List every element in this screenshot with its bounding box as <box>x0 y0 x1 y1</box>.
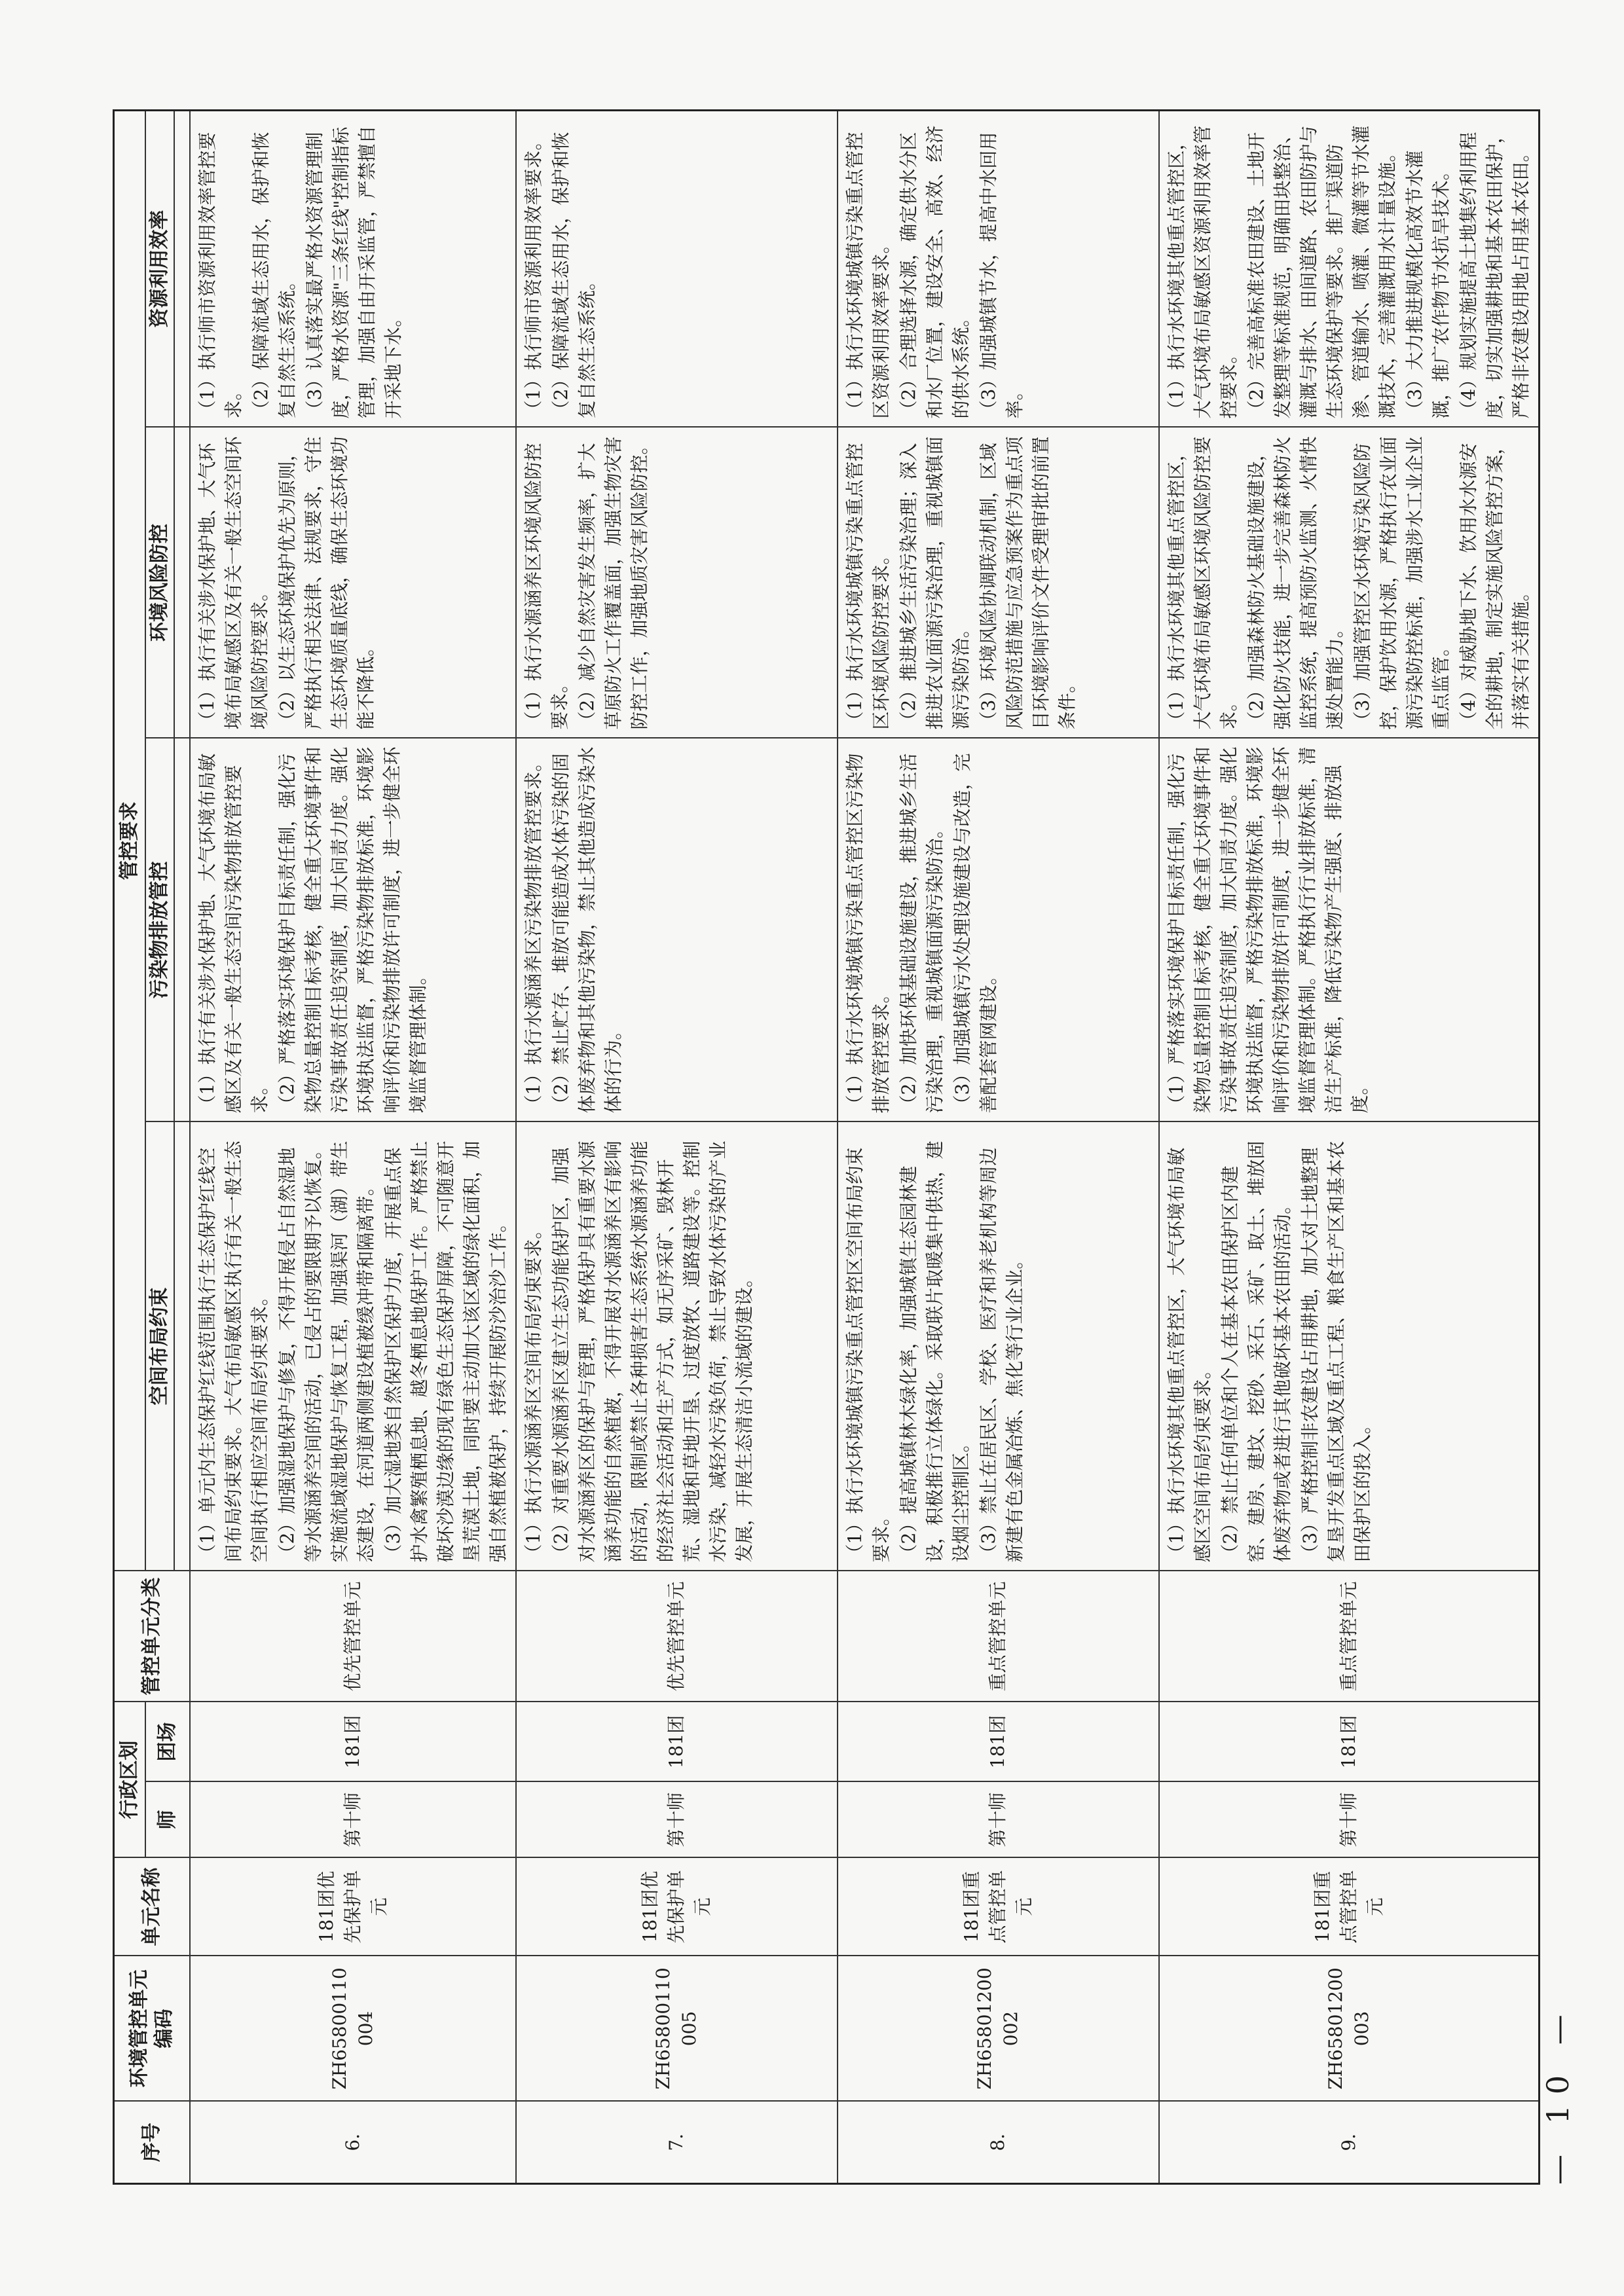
cell-unit-name: 181团重点管控单元 <box>838 1858 1159 1956</box>
pollution-paragraph: （1）严格落实环境保护目标责任制，强化污染物总量控制目标考核，健全重大环境事件和污染事故责任追究制度，加大问责力度。强化环境执法监督，严格污染物排放标准，环境影响评价和污染物排放许可制度，进一步健全环境监督管理体制。严格执行行业排放标准，清洁生产标准，降低污染物产生强度、排放强度。 <box>1165 746 1371 1114</box>
cell-category: 重点管控单元 <box>1159 1571 1540 1702</box>
table-header <box>114 111 190 2184</box>
pollution-paragraph: （1）执行有关涉水保护地、大气环境布局敏感区及有关一般生态空间污染物排放管控要求。 <box>196 753 270 1114</box>
col-header-admin: 行政区划 <box>114 1702 145 1858</box>
cell-regiment: 181团 <box>1159 1702 1540 1782</box>
risk-paragraph: （3）加强管控区水环境污染风险防控，保护饮用水源，严格执行农业面源污染防控标准，加强涉水工业企业重点监管。 <box>1351 436 1452 730</box>
cell-category: 优先管控单元 <box>190 1571 516 1702</box>
spatial-paragraph: （3）严格控制非农建设占用耕地，加大对土地整理复垦开发重点区域及重点工程、粮食生产区和基本农田保护区的投入。 <box>1299 1140 1373 1563</box>
spatial-paragraph: （2）对重要水源涵养区建立生态功能保护区，加强对水源涵养区的保护与管理，严格保护具有重要水源涵养功能的自然植被，不得开展对水源涵养区有影响的活动，限制或禁止各种损害生态系统水源涵养功能的经济社会活动和生产方式，如无序采矿、毁林开荒、湿地和草地开垦、过度放牧、道路建设等。控制水污染，减轻水污染负荷，禁止导致水体污染的产业发展，开展生态清洁小流域的建设。 <box>549 1140 755 1563</box>
cell-pollution <box>1159 738 1540 1122</box>
cell-resource <box>838 111 1159 428</box>
cell-unit-name: 181团优先保护单元 <box>190 1858 516 1956</box>
resource-paragraph: （3）加强城镇节水，提高中水回用率。 <box>977 132 1025 419</box>
cell-unit-code: ZH65801200003 <box>1159 1956 1540 2102</box>
col-header-risk: 环境风险防控 <box>145 428 174 738</box>
cell-regiment: 181团 <box>516 1702 838 1782</box>
cell-risk <box>190 428 516 738</box>
table-row <box>838 111 1159 2184</box>
page-number: — 10 — <box>1540 2004 1576 2185</box>
spatial-paragraph: （1）执行水环境其他重点管控区，大气环境布局敏感区空间布局约束要求。 <box>1165 1147 1213 1563</box>
pollution-paragraph: （1）执行水源涵养区污染物排放管控要求。 <box>522 753 544 1114</box>
cell-seq: 8. <box>838 2102 1159 2184</box>
cell-spatial <box>516 1122 838 1571</box>
cell-division: 第十师 <box>516 1782 838 1858</box>
table-row <box>516 111 838 2184</box>
risk-paragraph: （1）执行水源涵养区环境风险防控要求。 <box>522 443 570 730</box>
resource-paragraph: （4）规划实施提高土地集约利用程度，切实加强耕地和基本农田保护，严格非农建设用地占用基本农田。 <box>1457 125 1532 419</box>
table-row <box>1159 111 1540 2184</box>
risk-paragraph: （1）执行有关涉水保护地、大气环境布局敏感区及有关一般生态空间环境风险防控要求。 <box>196 436 270 730</box>
spatial-paragraph: （1）执行水源涵养区空间布局约束要求。 <box>522 1220 544 1563</box>
resource-paragraph: （1）执行师市资源利用效率要求。 <box>522 132 544 419</box>
col-header-code: 环境管控单元编码 <box>114 1956 190 2102</box>
resource-paragraph: （3）大力推进规模化高效节水灌溉，推广农作物节水抗旱技术。 <box>1403 150 1452 419</box>
cell-category: 重点管控单元 <box>838 1571 1159 1702</box>
cell-spatial <box>1159 1122 1540 1571</box>
cell-spatial <box>190 1122 516 1571</box>
cell-risk <box>516 428 838 738</box>
cell-seq: 6. <box>190 2102 516 2184</box>
risk-paragraph: （3）环境风险协调联动机制，区域风险防范措施与应急预案作为重点项目环境影响评价文件受理审批的前置条件。 <box>977 436 1078 730</box>
col-header-requirements: 管控要求 <box>114 111 145 1571</box>
cell-unit-code: ZH65800110004 <box>190 1956 516 2102</box>
cell-unit-name: 181团重点管控单元 <box>1159 1858 1540 1956</box>
col-header-regiment: 团场 <box>145 1702 190 1782</box>
col-header-pollution: 污染物排放管控 <box>145 738 174 1122</box>
cell-unit-code: ZH65801200002 <box>838 1956 1159 2102</box>
col-header-category: 管控单元分类 <box>114 1571 190 1702</box>
risk-paragraph: （2）以生态环境保护优先为原则，严格执行相关法律、法规要求，守住生态环境质量底线，确保生态环境功能不降低。 <box>276 436 377 730</box>
pollution-paragraph: （2）严格落实环境保护目标责任制，强化污染物总量控制目标考核，健全重大环境事件和污染事故责任追究制度，加大问责力度。强化环境执法监督，严格污染物排放标准，环境影响评价和污染物排放许可制度，进一步健全环境监督管理体制。 <box>276 746 429 1114</box>
spatial-paragraph: （3）禁止在居民区、学校、医疗和养老机构等周边新建有色金属冶炼、焦化等行业企业。 <box>977 1147 1025 1563</box>
col-header-resource: 资源利用效率 <box>145 111 174 428</box>
pollution-paragraph: （3）加强城镇污水处理设施建设与改造，完善配套管网建设。 <box>951 753 999 1114</box>
pollution-paragraph: （2）禁止贮存、堆放可能造成水体污染的固体废弃物和其他污染物，禁止其他造成污染水体的行为。 <box>549 746 624 1114</box>
cell-pollution <box>838 738 1159 1122</box>
header-spacer <box>174 111 190 428</box>
spatial-paragraph: （1）单元内生态保护红线范围执行生态保护红线空间布局约束要求。大气布局敏感区执行有关一般生态空间执行相应空间布局约束要求。 <box>196 1140 270 1563</box>
spatial-paragraph: （2）提高城镇林木绿化率，加强城镇生态园林建设，积极推行立体绿化。采取联片取暖集中供热，建设烟尘控制区。 <box>897 1140 972 1563</box>
pollution-paragraph: （2）加快环保基础设施建设，推进城乡生活污染治理，重视城镇面源污染防治。 <box>897 753 946 1114</box>
cell-division: 第十师 <box>1159 1782 1540 1858</box>
cell-regiment: 181团 <box>190 1702 516 1782</box>
cell-spatial <box>838 1122 1159 1571</box>
resource-paragraph: （2）保障流域生态用水，保护和恢复自然生态系统。 <box>249 132 298 419</box>
cell-pollution <box>190 738 516 1122</box>
cell-resource <box>190 111 516 428</box>
header-spacer <box>174 1122 190 1571</box>
spatial-paragraph: （1）执行水环境城镇污染重点管控区空间布局约束要求。 <box>843 1147 892 1563</box>
col-header-division: 师 <box>145 1782 190 1858</box>
col-header-seq: 序号 <box>114 2102 190 2184</box>
cell-pollution <box>516 738 838 1122</box>
resource-paragraph: （2）保障流域生态用水，保护和恢复自然生态系统。 <box>549 132 598 419</box>
risk-paragraph: （2）推进城乡生活污染治理；深入推进农业面源污染治理，重视城镇面源污染防治。 <box>897 436 972 730</box>
risk-paragraph: （1）执行水环境其他重点管控区，大气环境布局敏感区环境风险防控要求。 <box>1165 436 1240 730</box>
col-header-spatial: 空间布局约束 <box>145 1122 174 1571</box>
cell-unit-name: 181团优先保护单元 <box>516 1858 838 1956</box>
header-spacer <box>174 428 190 738</box>
cell-regiment: 181团 <box>838 1702 1159 1782</box>
risk-paragraph: （1）执行水环境城镇污染重点管控区环境风险防控要求。 <box>843 443 892 730</box>
table-row <box>190 111 516 2184</box>
cell-category: 优先管控单元 <box>516 1571 838 1702</box>
cell-resource <box>516 111 838 428</box>
spatial-paragraph: （2）禁止任何单位和个人在基本农田保护区内建窑、建房、建坟、挖砂、采石、采矿、取土、堆放固体废弃物或者进行其他破坏基本农田的活动。 <box>1219 1140 1293 1563</box>
cell-division: 第十师 <box>838 1782 1159 1858</box>
risk-paragraph: （2）减少自然灾害发生频率，扩大草原防火工作覆盖面，加强生物灾害防控工作，加强地质灾害风险防控。 <box>576 436 650 730</box>
cell-division: 第十师 <box>190 1782 516 1858</box>
col-header-name: 单元名称 <box>114 1858 190 1956</box>
resource-paragraph: （1）执行师市资源利用效率管控要求。 <box>196 132 244 419</box>
risk-paragraph: （4）对威胁地下水、饮用水水源安全的耕地，制定实施风险管控方案，并落实有关措施。 <box>1457 436 1532 730</box>
risk-paragraph: （2）加强森林防火基础设施建设，强化防火技能，进一步完善森林防火监控系统，提高预防火监测、火情快速处置能力。 <box>1245 436 1346 730</box>
cell-seq: 7. <box>516 2102 838 2184</box>
resource-paragraph: （2）合理选择水源，确定供水分区和水厂位置，建设安全、高效、经济的供水系统。 <box>897 125 972 419</box>
spatial-paragraph: （2）加强湿地保护与修复，不得开展侵占自然湿地等水源涵养空间的活动，已侵占的要限期予以恢复。实施流域湿地保护与恢复工程，加强渠河（湖）带生态建设，在河道两侧建设植被缓冲带和隔离带。 <box>276 1140 377 1563</box>
spatial-paragraph: （3）加大湿地类自然保护区保护力度，开展重点保护水禽繁殖栖息地、越冬栖息地保护工作。严格禁止破坏沙漠边缘的现有绿色生态保护屏障，不可随意开垦荒漠土地，同时要主动加大该区域的绿化面积，加强自然植被保护，持续开展防沙治沙工作。 <box>382 1140 509 1563</box>
resource-paragraph: （1）执行水环境城镇污染重点管控区资源利用效率要求。 <box>843 132 892 419</box>
cell-unit-code: ZH65800110005 <box>516 1956 838 2102</box>
resource-paragraph: （3）认真落实最严格水资源管理制度，严格水资源"三条红线"控制指标管理，加强自由开采监管，严禁擅自开采地下水。 <box>303 125 404 419</box>
cell-risk <box>838 428 1159 738</box>
resource-paragraph: （2）完善高标准农田建设、土地开发整理等标准规范，明确田块整治、灌溉与排水、田间道路、农田防护与生态环境保护等要求。推广渠道防渗、管道输水、喷灌、微灌等节水灌溉技术，完善灌溉用水计量设施。 <box>1245 125 1398 419</box>
resource-paragraph: （1）执行水环境其他重点管控区，大气环境布局敏感区资源利用效率管控要求。 <box>1165 125 1240 419</box>
cell-seq: 9. <box>1159 2102 1540 2184</box>
control-unit-table <box>113 109 1540 2185</box>
table-body <box>190 111 1540 2184</box>
cell-risk <box>1159 428 1540 738</box>
cell-resource <box>1159 111 1540 428</box>
header-spacer <box>174 738 190 1122</box>
pollution-paragraph: （1）执行水环境城镇污染重点管控区污染物排放管控要求。 <box>843 753 892 1114</box>
